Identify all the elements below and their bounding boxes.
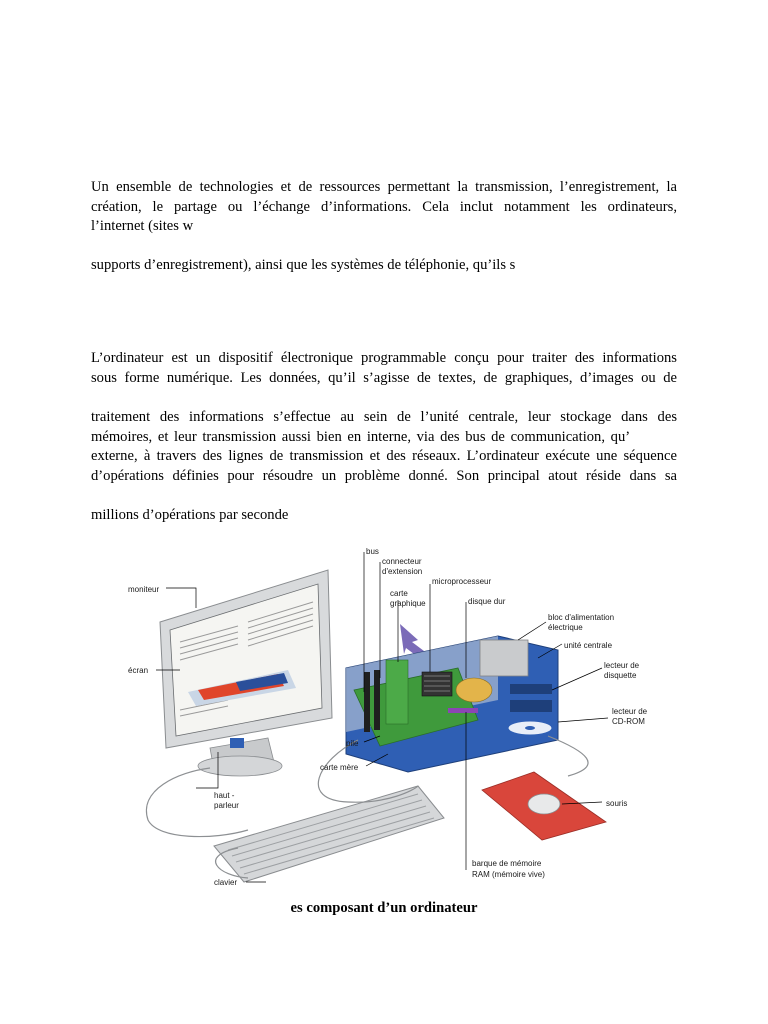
label-carte-mere: carte mère — [320, 763, 359, 772]
label-pile: pile — [346, 739, 359, 748]
label-haut-parleur-2: parleur — [214, 801, 239, 810]
monitor-illustration — [160, 570, 332, 776]
keyboard-illustration — [214, 786, 444, 882]
label-bus: bus — [366, 547, 379, 556]
label-carte-graphique-1: carte — [390, 589, 408, 598]
label-haut-parleur-1: haut - — [214, 791, 235, 800]
paragraph-4 — [91, 408, 677, 486]
label-microprocesseur: microprocesseur — [432, 577, 492, 586]
label-lecteur-disquette-2: disquette — [604, 671, 637, 680]
paragraph-3 — [91, 349, 677, 388]
paragraph-line: millions d’opérations par seconde — [91, 507, 289, 523]
label-barrette-memoire-1: barque de mémoire — [472, 859, 542, 868]
paragraph-line: création, le partage ou l’échange d’informations. Cela inclut notamment les ordinateurs, — [91, 198, 677, 215]
label-carte-graphique-2: graphique — [390, 599, 426, 608]
paragraph-1 — [91, 178, 677, 237]
paragraph-line: d’opérations définies pour résoudre un problème donné. Son principal atout réside dans sa — [91, 467, 677, 484]
mouse-illustration — [482, 772, 606, 840]
label-bloc-alimentation-1: bloc d'alimentation — [548, 613, 615, 622]
paragraph-2 — [91, 256, 677, 276]
paragraph-line: mémoires, et leur transmission aussi bien en interne, via des bus de communication, qu’ — [91, 428, 631, 445]
central-unit-illustration — [346, 636, 558, 772]
computer-components-figure — [118, 540, 678, 898]
paragraph-line: traitement des informations s’effectue au sein de l’unité centrale, leur stockage dans des — [91, 409, 677, 425]
label-unite-centrale: unité centrale — [564, 641, 613, 650]
paragraph-line: supports d’enregistrement), ainsi que les systèmes de téléphonie, qu’ils s — [91, 257, 516, 273]
label-moniteur: moniteur — [128, 585, 160, 594]
paragraph-line: externe, à travers des lignes de transmission et des réseaux. L’ordinateur exécute une séquence — [91, 448, 677, 464]
paragraph-line: sous forme numérique. Les données, qu’il s’agisse de textes, de graphiques, d’images ou de — [91, 369, 677, 386]
label-clavier: clavier — [214, 878, 238, 887]
label-ecran: écran — [128, 666, 149, 675]
label-barrette-memoire-2: RAM (mémoire vive) — [472, 870, 545, 879]
label-lecteur-disquette-1: lecteur de — [604, 661, 640, 670]
paragraph-line: L’ordinateur est un dispositif électronique programmable conçu pour traiter des informations — [91, 350, 677, 366]
label-connecteur-2: d'extension — [382, 567, 423, 576]
label-lecteur-cdrom-1: lecteur de — [612, 707, 648, 716]
label-lecteur-cdrom-2: CD-ROM — [612, 717, 645, 726]
label-connecteur-1: connecteur — [382, 557, 422, 566]
paragraph-5 — [91, 506, 677, 526]
label-souris: souris — [606, 799, 628, 808]
label-bloc-alimentation-2: électrique — [548, 623, 583, 632]
paragraph-line: l’internet (sites w — [91, 218, 194, 234]
label-disque-dur: disque dur — [468, 597, 506, 606]
paragraph-line: Un ensemble de technologies et de ressources permettant la transmission, l’enregistrement, la — [91, 179, 677, 195]
figure-caption: es composant d’un ordinateur — [290, 900, 478, 916]
